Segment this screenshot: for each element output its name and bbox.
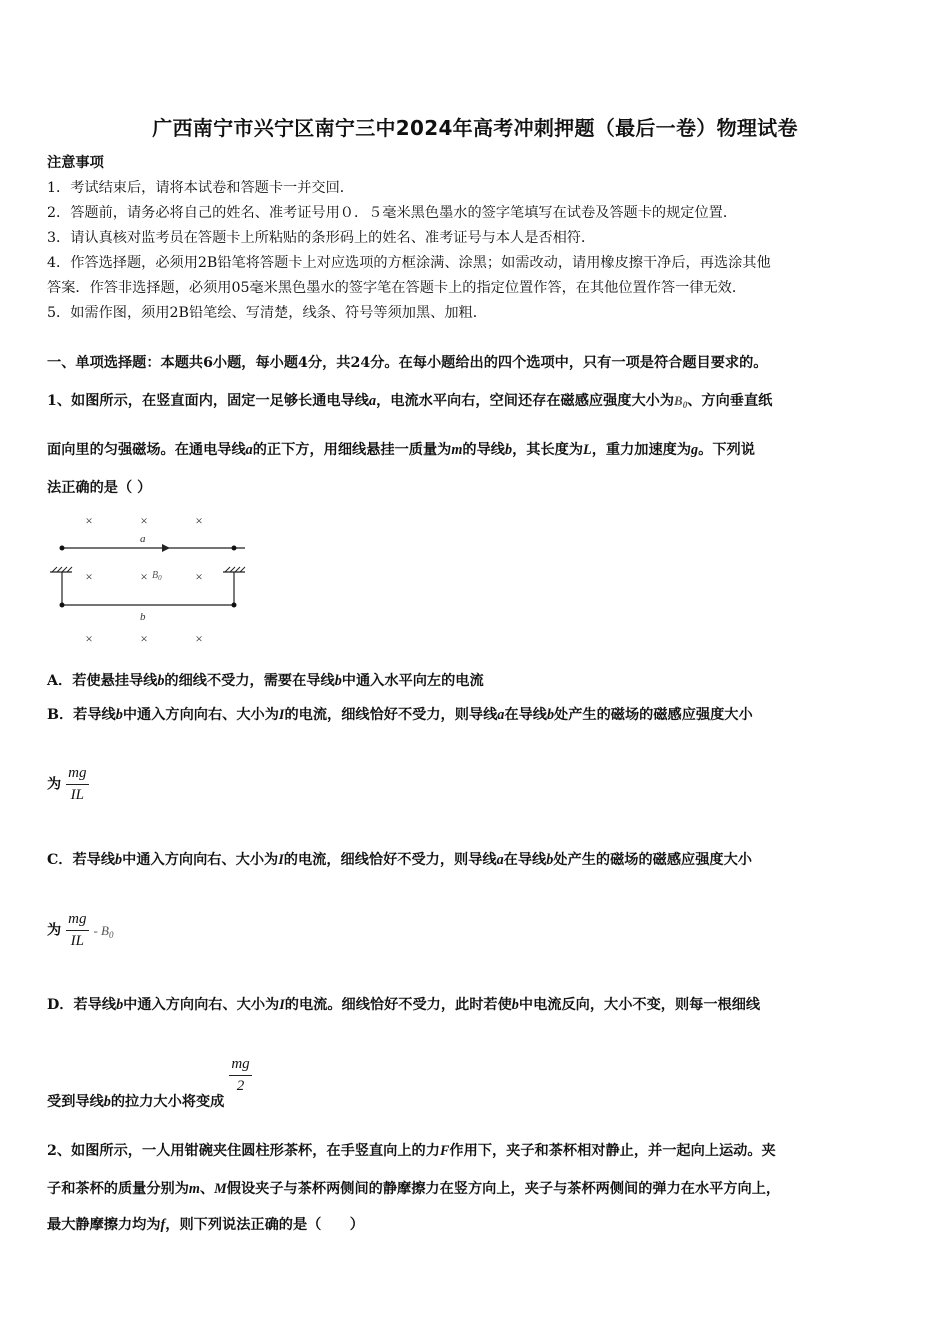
notice-item-3: 3．请认真核对监考员在答题卡上所粘贴的条形码上的姓名、准考证号与本人是否相符． bbox=[47, 230, 596, 246]
wire-b-label: b bbox=[140, 611, 146, 623]
option-c: C．若导线b中通入方向向右、大小为I的电流，细线恰好不受力，则导线a在导线b处产生的磁场的磁感应强度大小 bbox=[47, 852, 752, 868]
fraction-mg-over-il: $\frac{mg}{IL}$ bbox=[68, 911, 87, 949]
wire-a-end-left bbox=[60, 546, 65, 551]
notice-heading: 注意事项 bbox=[47, 155, 104, 171]
hatch-icon bbox=[52, 567, 245, 572]
wire-b-end-right bbox=[232, 603, 237, 608]
current-arrow-icon bbox=[162, 544, 170, 552]
field-cross: × bbox=[195, 513, 203, 528]
option-b: B．若导线b中通入方向向右、大小为I的电流，细线恰好不受力，则导线a在导线b处产生的磁场的磁感应强度大小 bbox=[47, 707, 753, 723]
notice-item-5: 5．如需作图，须用2B铅笔绘、写清楚，线条、符号等须加黑、加粗． bbox=[47, 305, 487, 321]
field-label: $B_0$ bbox=[152, 570, 162, 582]
q2-line-3: 最大静摩擦力均为f，则下列说法正确的是（ ） bbox=[47, 1217, 364, 1233]
notice-item-4: 4．作答选择题，必须用2B铅笔将答题卡上对应选项的方框涂满、涂黑；如需改动，请用橡皮擦干净后，再选涂其他 bbox=[47, 255, 771, 271]
notice-item-4-cont: 答案．作答非选择题，必须用05毫米黑色墨水的签字笔在答题卡上的指定位置作答，在其他位置作答一律无效． bbox=[47, 280, 747, 296]
wire-b-end-left bbox=[60, 603, 65, 608]
wire-a-end-right bbox=[232, 546, 237, 551]
q2-line-2: 子和茶杯的质量分别为m、M假设夹子与茶杯两侧间的静摩擦力在竖方向上，夹子与茶杯两侧间的弹力在水平方向上， bbox=[47, 1181, 781, 1197]
field-cross: × bbox=[140, 569, 148, 584]
field-cross: × bbox=[85, 513, 93, 528]
fraction-mg-over-2: $\frac{mg}{2}$ bbox=[231, 1056, 250, 1094]
page-title: 广西南宁市兴宁区南宁三中2024年高考冲刺押题（最后一卷）物理试卷 bbox=[152, 116, 798, 140]
option-d-line-2: 受到导线b的拉力大小将变成 $\frac{mg}{2}$ bbox=[47, 1056, 250, 1110]
field-cross: × bbox=[85, 631, 93, 646]
q1-line-3: 法正确的是（ ） bbox=[47, 480, 152, 496]
option-c-formula: 为 $\frac{mg}{IL}$ - $B_0$ bbox=[47, 911, 114, 949]
field-cross: × bbox=[140, 513, 148, 528]
field-cross: × bbox=[140, 631, 148, 646]
notice-item-2: 2．答题前，请务必将自己的姓名、准考证号用０．５毫米黑色墨水的签字笔填写在试卷及答题卡的规定位置． bbox=[47, 205, 738, 221]
section-heading: 一、单项选择题：本题共6小题，每小题4分，共24分。在每小题给出的四个选项中，只有一项是符合题目要求的。 bbox=[47, 355, 768, 371]
option-d: D．若导线b中通入方向向右、大小为I的电流。细线恰好不受力，此时若使b中电流反向，大小不变，则每一根细线 bbox=[47, 997, 761, 1013]
q1-line-2: 面向里的匀强磁场。在通电导线a的正下方，用细线悬挂一质量为m的导线b，其长度为L，重力加速度为g。下列说 bbox=[47, 442, 755, 458]
notice-item-1: 1．考试结束后，请将本试卷和答题卡一并交回． bbox=[47, 180, 354, 196]
q2-line-1: 2、如图所示，一人用钳碗夹住圆柱形茶杯，在手竖直向上的力F作用下，夹子和茶杯相对静止，并一起向上运动。夹 bbox=[47, 1143, 776, 1159]
fraction-mg-over-il: $\frac{mg}{IL}$ bbox=[68, 765, 87, 803]
field-cross: × bbox=[195, 569, 203, 584]
q1-line-1: 1、如图所示，在竖直面内，固定一足够长通电导线a，电流水平向右，空间还存在磁感应强度大小为$B_0$、方向垂直纸 bbox=[47, 393, 773, 410]
q1-figure bbox=[40, 505, 255, 655]
option-a: A．若使悬挂导线b的细线不受力，需要在导线b中通入水平向左的电流 bbox=[47, 673, 484, 689]
wire-a-label: a bbox=[140, 533, 146, 545]
option-b-formula: 为 $\frac{mg}{IL}$ bbox=[47, 765, 87, 803]
field-cross: × bbox=[195, 631, 203, 646]
field-cross: × bbox=[85, 569, 93, 584]
